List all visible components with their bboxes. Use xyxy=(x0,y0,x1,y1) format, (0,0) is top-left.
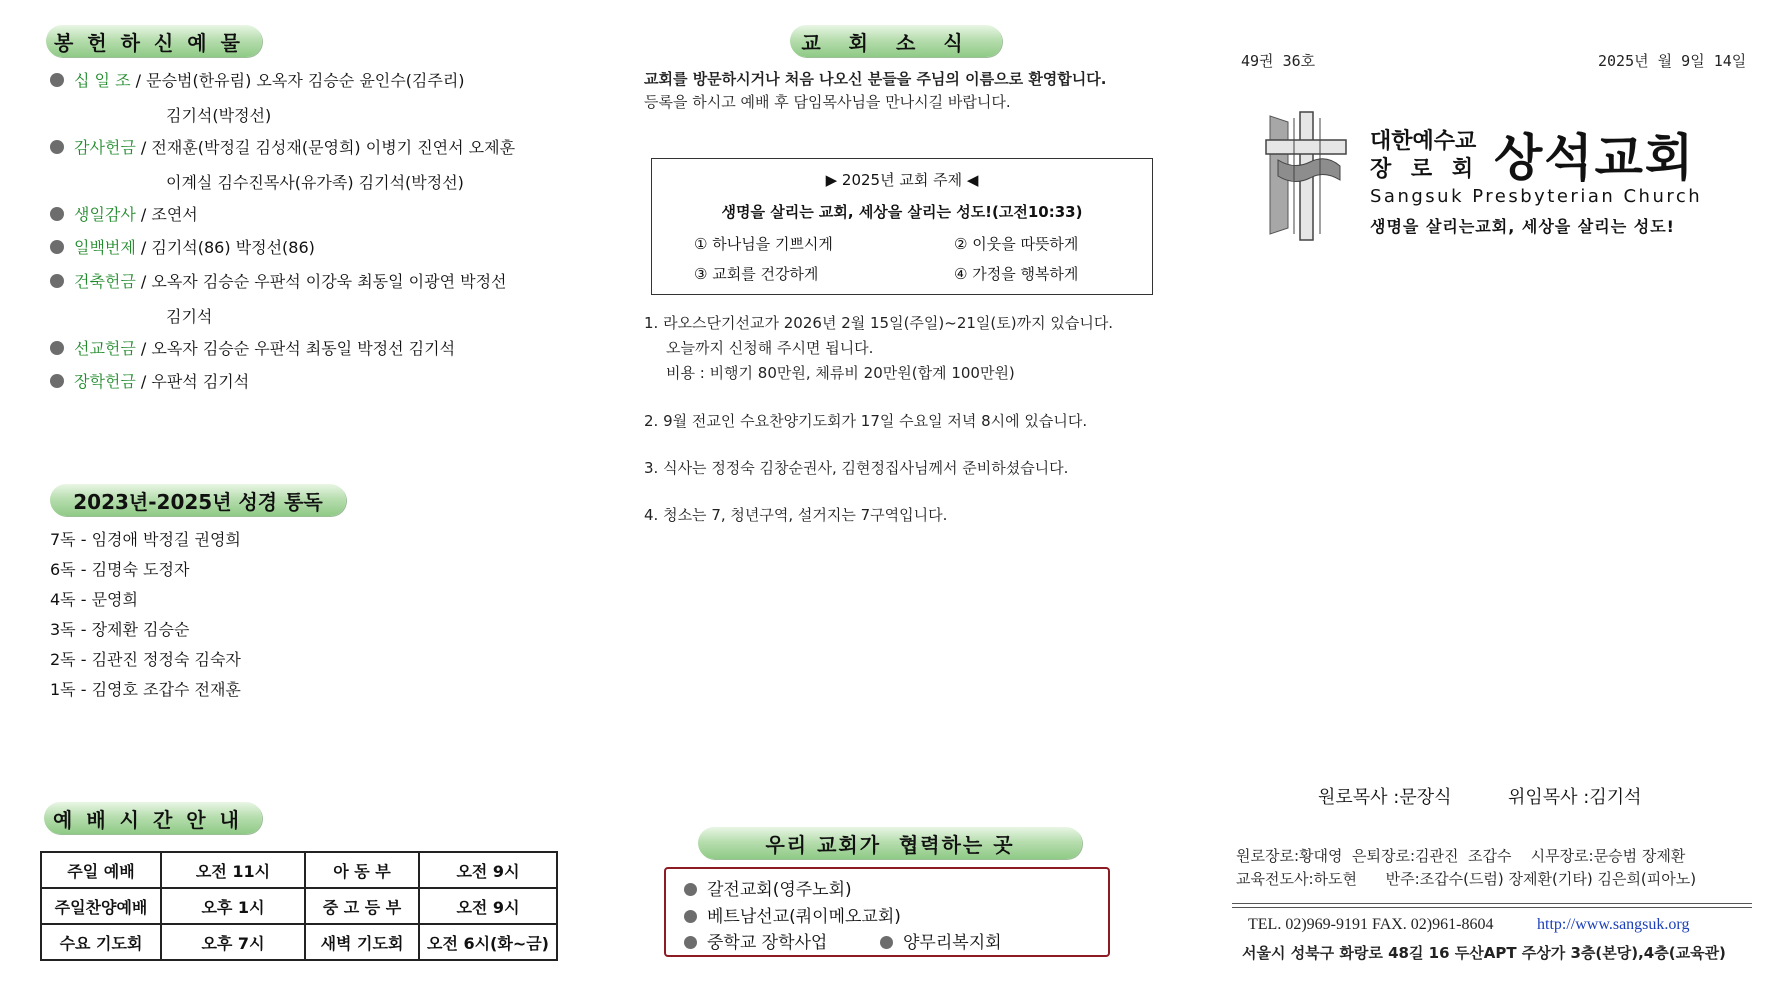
offering-names: 김기석(86) 박정선(86) xyxy=(151,238,315,257)
separator: / xyxy=(135,272,152,291)
table-cell: 중 고 등 부 xyxy=(305,888,419,924)
table-cell: 오후 7시 xyxy=(161,924,305,960)
reading-item: 6독 - 김명숙 도정자 xyxy=(50,560,190,579)
offering-category: 생일감사 xyxy=(74,205,136,224)
theme-point: ④ 가정을 행복하게 xyxy=(954,265,1079,283)
separator: / xyxy=(135,339,152,358)
offering-names: 오옥자 김승순 우판석 최동일 박정선 김기석 xyxy=(151,339,456,358)
divider xyxy=(1232,903,1752,904)
offering-names: 전재훈(박정길 김성재(문영희) 이병기 진연서 오제훈 xyxy=(151,138,516,157)
coop-label: 양무리복지회 xyxy=(903,933,1002,953)
cooperation-box xyxy=(664,867,1110,957)
theme-point: ② 이웃을 따뜻하게 xyxy=(954,235,1079,253)
table-row xyxy=(41,852,557,888)
offering-names-continued: 김기석 xyxy=(166,307,213,326)
offering-item xyxy=(50,204,198,226)
reading-title: 2023년-2025년 성경 통독 xyxy=(50,484,346,516)
volume-number: 49권 36호 xyxy=(1241,52,1316,70)
offering-names-continued: 이계실 김수진목사(유가족) 김기석(박정선) xyxy=(166,173,464,192)
separator: / xyxy=(135,138,152,157)
church-motto: 생명을 살리는교회, 세상을 살리는 성도! xyxy=(1370,217,1675,236)
coop-label: 베트남선교(쿼이메오교회) xyxy=(707,907,901,927)
bullet-icon xyxy=(50,374,64,388)
table-cell: 주일 예배 xyxy=(41,852,161,888)
separator: / xyxy=(130,71,147,90)
senior-pastor: 위임목사 :김기석 xyxy=(1508,787,1642,808)
church-name: 상석교회 xyxy=(1494,129,1696,187)
bullet-icon xyxy=(50,140,64,154)
offering-item xyxy=(50,371,249,393)
table-cell: 오후 1시 xyxy=(161,888,305,924)
bullet-icon xyxy=(50,341,64,355)
news-item: 3. 식사는 정정숙 김창순권사, 김현정집사님께서 준비하셨습니다. xyxy=(644,459,1069,477)
offerings-title: 봉헌하신예물 xyxy=(46,25,262,57)
offering-category: 선교헌금 xyxy=(74,339,136,358)
bullet-icon xyxy=(684,936,697,949)
bullet-icon xyxy=(50,240,64,254)
offering-names: 조연서 xyxy=(151,205,198,224)
offering-category: 십 일 조 xyxy=(74,71,131,90)
coop-label: 갈전교회(영주노회) xyxy=(707,880,852,900)
elders-line-2: 교육전도사:하도현 반주:조갑수(드럼) 장제환(기타) 김은희(피아노) xyxy=(1236,870,1697,888)
bullet-icon xyxy=(50,207,64,221)
contact-info: TEL. 02)969-9191 FAX. 02)961-8604 xyxy=(1248,916,1494,933)
bullet-icon xyxy=(50,274,64,288)
reading-item: 3독 - 장제환 김승순 xyxy=(50,620,190,639)
denomination-line-1: 대한예수교 xyxy=(1370,129,1477,154)
table-cell: 아 동 부 xyxy=(305,852,419,888)
table-row xyxy=(41,924,557,960)
list-item xyxy=(684,928,827,953)
theme-box xyxy=(651,158,1153,295)
bullet-icon xyxy=(880,936,893,949)
news-item: 2. 9월 전교인 수요찬양기도회가 17일 수요일 저녁 8시에 있습니다. xyxy=(644,412,1088,430)
reading-item: 7독 - 임경애 박정길 권영희 xyxy=(50,530,241,549)
cross-logo-icon xyxy=(1264,110,1348,242)
table-cell: 오전 11시 xyxy=(161,852,305,888)
denomination-line-2: 장 로 회 xyxy=(1370,157,1480,182)
offering-category: 일백번제 xyxy=(74,238,136,257)
news-item: 4. 청소는 7, 청년구역, 설거지는 7구역입니다. xyxy=(644,506,948,524)
offering-names: 우판석 김기석 xyxy=(151,372,250,391)
table-cell: 오전 9시 xyxy=(419,852,557,888)
offering-category: 건축헌금 xyxy=(74,272,136,291)
separator: / xyxy=(135,238,152,257)
theme-point: ③ 교회를 건강하게 xyxy=(694,265,819,283)
table-cell: 새벽 기도회 xyxy=(305,924,419,960)
divider xyxy=(1232,907,1752,908)
bullet-icon xyxy=(684,910,697,923)
table-cell: 주일찬양예배 xyxy=(41,888,161,924)
table-cell: 오전 6시(화~금) xyxy=(419,924,557,960)
welcome-line-1: 교회를 방문하시거나 처음 나오신 분들을 주님의 이름으로 환영합니다. xyxy=(644,70,1107,88)
offering-category: 장학헌금 xyxy=(74,372,136,391)
offering-item xyxy=(50,70,465,92)
offering-names: 오옥자 김승순 우판석 이강욱 최동일 이광연 박정선 xyxy=(151,272,507,291)
welcome-line-2: 등록을 하시고 예배 후 담임목사님을 만나시길 바랍니다. xyxy=(644,93,1011,111)
bullet-icon xyxy=(684,883,697,896)
list-item xyxy=(684,875,852,900)
list-item xyxy=(684,902,901,927)
offering-item xyxy=(50,271,506,293)
bulletin-date: 2025년 월 9일 14일 xyxy=(1598,52,1747,70)
reading-item: 4독 - 문영희 xyxy=(50,590,138,609)
offering-item xyxy=(50,137,515,159)
news-title: 교회소식 xyxy=(790,25,1002,57)
offering-category: 감사헌금 xyxy=(74,138,136,157)
theme-heading: ▶ 2025년 교회 주제 ◀ xyxy=(825,171,979,189)
offering-names: 문승범(한유림) 오옥자 김승순 윤인수(김주리) xyxy=(146,71,465,90)
separator: / xyxy=(135,205,152,224)
list-item xyxy=(880,928,1002,953)
news-item: 오늘까지 신청해 주시면 됩니다. xyxy=(666,339,874,357)
worship-title: 예배시간안내 xyxy=(44,802,262,834)
reading-item: 1독 - 김영호 조갑수 전재훈 xyxy=(50,680,241,699)
table-cell: 수요 기도회 xyxy=(41,924,161,960)
reading-item: 2독 - 김관진 정정숙 김숙자 xyxy=(50,650,241,669)
news-item: 비용 : 비행기 80만원, 체류비 20만원(합계 100만원) xyxy=(666,364,1015,382)
website-link[interactable]: http://www.sangsuk.org xyxy=(1537,916,1690,933)
table-cell: 오전 9시 xyxy=(419,888,557,924)
coop-label: 중학교 장학사업 xyxy=(707,933,828,953)
emeritus-pastor: 원로목사 :문장식 xyxy=(1318,787,1452,808)
bullet-icon xyxy=(50,73,64,87)
table-row xyxy=(41,888,557,924)
cooperation-title: 우리 교회가 협력하는 곳 xyxy=(698,827,1082,859)
elders-line-1: 원로장로:황대영 은퇴장로:김관진 조갑수 시무장로:문승범 장제환 xyxy=(1236,847,1686,865)
theme-slogan: 생명을 살리는 교회, 세상을 살리는 성도!(고전10:33) xyxy=(721,203,1083,221)
separator: / xyxy=(135,372,152,391)
theme-point: ① 하나님을 기쁘시게 xyxy=(694,235,833,253)
worship-table xyxy=(40,851,558,961)
offering-item xyxy=(50,338,455,360)
offering-names-continued: 김기석(박정선) xyxy=(166,106,272,125)
offering-item xyxy=(50,237,315,259)
church-english-name: Sangsuk Presbyterian Church xyxy=(1370,186,1703,207)
news-item: 1. 라오스단기선교가 2026년 2월 15일(주일)~21일(토)까지 있습니다. xyxy=(644,314,1114,332)
address: 서울시 성북구 화랑로 48길 16 두산APT 주상가 3층(본당),4층(교육관) xyxy=(1242,944,1726,962)
